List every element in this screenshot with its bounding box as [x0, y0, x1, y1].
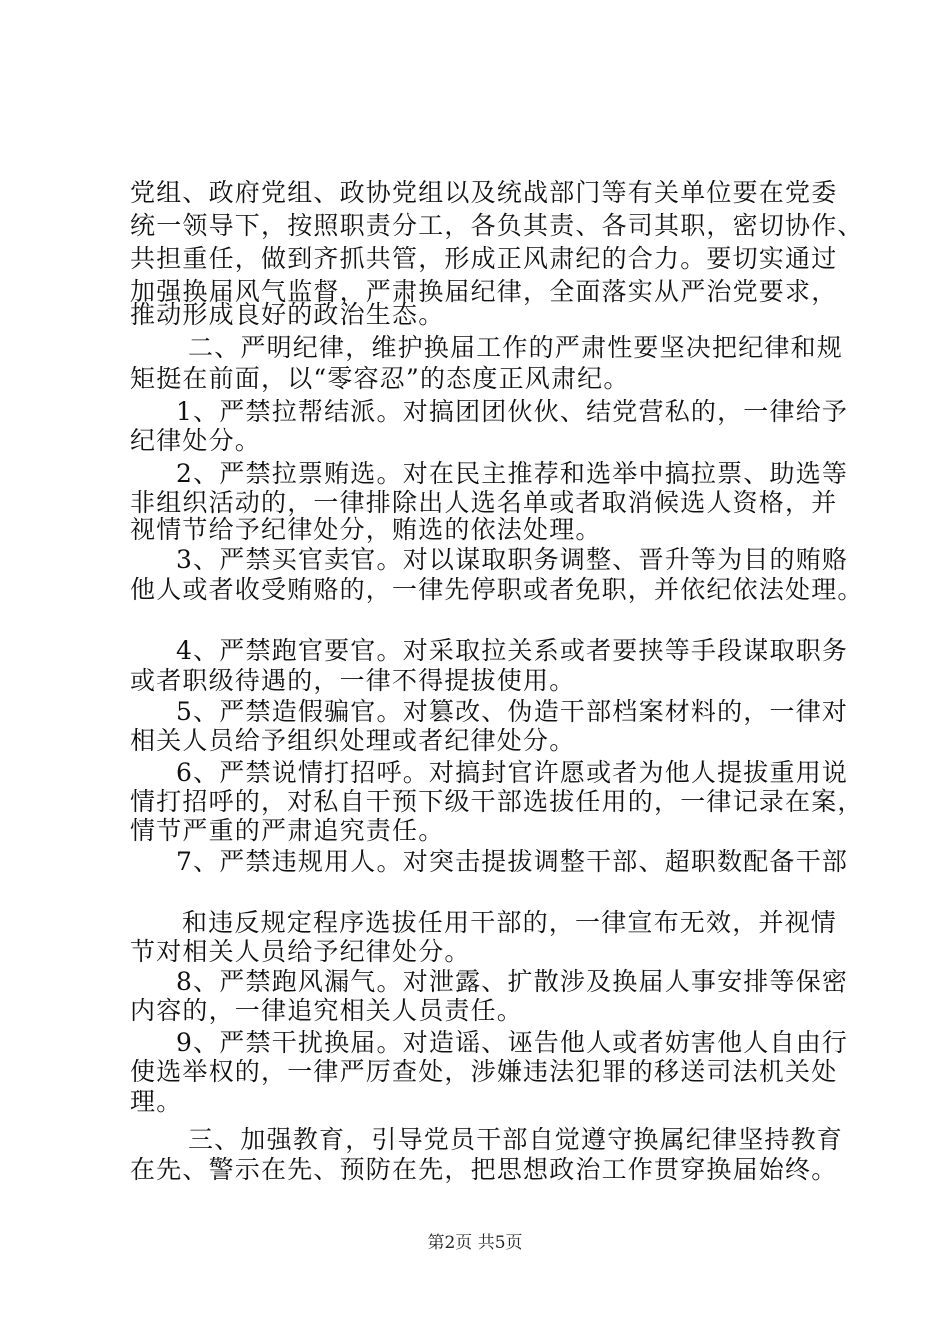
text-line: 党组、政府党组、政协党组以及统战部门等有关单位要在党委: [130, 178, 838, 207]
text-line: 理。: [130, 1087, 183, 1116]
text-line: 他人或者收受贿赂的，一律先停职或者免职，并依纪依法处理。: [130, 575, 864, 604]
text-line: 情打招呼的，对私自干预下级干部选拔任用的，一律记录在案，: [130, 787, 864, 816]
text-line: 情节严重的严肃追究责任。: [130, 816, 445, 845]
text-line: 内容的，一律追究相关人员责任。: [130, 996, 524, 1025]
text-line: 视情节给予纪律处分，贿选的依法处理。: [130, 515, 602, 544]
text-line: 统一领导下，按照职责分工，各负其责、各司其职，密切协作、: [130, 211, 864, 240]
list-item: 7、严禁违规用人。对突击提拔调整干部、超职数配备干部: [176, 847, 849, 876]
text-line: 使选举权的，一律严厉查处，涉嫌违法犯罪的移送司法机关处: [130, 1057, 838, 1086]
list-item: 9、严禁干扰换届。对造谣、诬告他人或者妨害他人自由行: [176, 1028, 849, 1057]
list-item: 6、严禁说情打招呼。对搞封官许愿或者为他人提拔重用说: [176, 758, 849, 787]
text-line: 节对相关人员给予纪律处分。: [130, 937, 471, 966]
list-item: 5、严禁造假骗官。对篡改、伪造干部档案材料的，一律对: [176, 697, 849, 726]
text-line: 相关人员给予组织处理或者纪律处分。: [130, 726, 576, 755]
section-heading: 三、加强教育，引导党员干部自觉遵守换属纪律坚持教育: [188, 1125, 844, 1154]
list-item: 8、严禁跑风漏气。对泄露、扩散涉及换届人事安排等保密: [176, 967, 849, 996]
text-line: 和违反规定程序选拔任用干部的，一律宣布无效，并视情: [182, 908, 838, 937]
text-line: 或者职级待遇的，一律不得提拔使用。: [130, 666, 576, 695]
list-item: 2、严禁拉票贿选。对在民主推荐和选举中搞拉票、助选等: [176, 459, 849, 488]
text-line: 非组织活动的，一律排除出人选名单或者取消候选人资格，并: [130, 488, 838, 517]
list-item: 4、严禁跑官要官。对采取拉关系或者要挟等手段谋取职务: [176, 636, 849, 665]
text-line: 矩挺在前面，以“零容忍”的态度正风肃纪。: [130, 364, 630, 393]
text-line: 纪律处分。: [130, 426, 262, 455]
page-number-footer: 第2页 共5页: [427, 1233, 523, 1253]
text-line: 加强换届风气监督，严肃换届纪律，全面落实从严治党要求，: [130, 277, 838, 306]
list-item: 1、严禁拉帮结派。对搞团团伙伙、结党营私的，一律给予: [176, 397, 849, 426]
text-line: 在先、警示在先、预防在先，把思想政治工作贯穿换届始终。: [130, 1155, 838, 1184]
list-item: 3、严禁买官卖官。对以谋取职务调整、晋升等为目的贿赂: [176, 545, 849, 574]
section-heading: 二、严明纪律，维护换届工作的严肃性要坚决把纪律和规: [188, 333, 844, 362]
text-line: 共担重任，做到齐抓共管，形成正风肃纪的合力。要切实通过: [130, 244, 838, 273]
text-line: 推动形成良好的政治生态。: [130, 300, 445, 329]
